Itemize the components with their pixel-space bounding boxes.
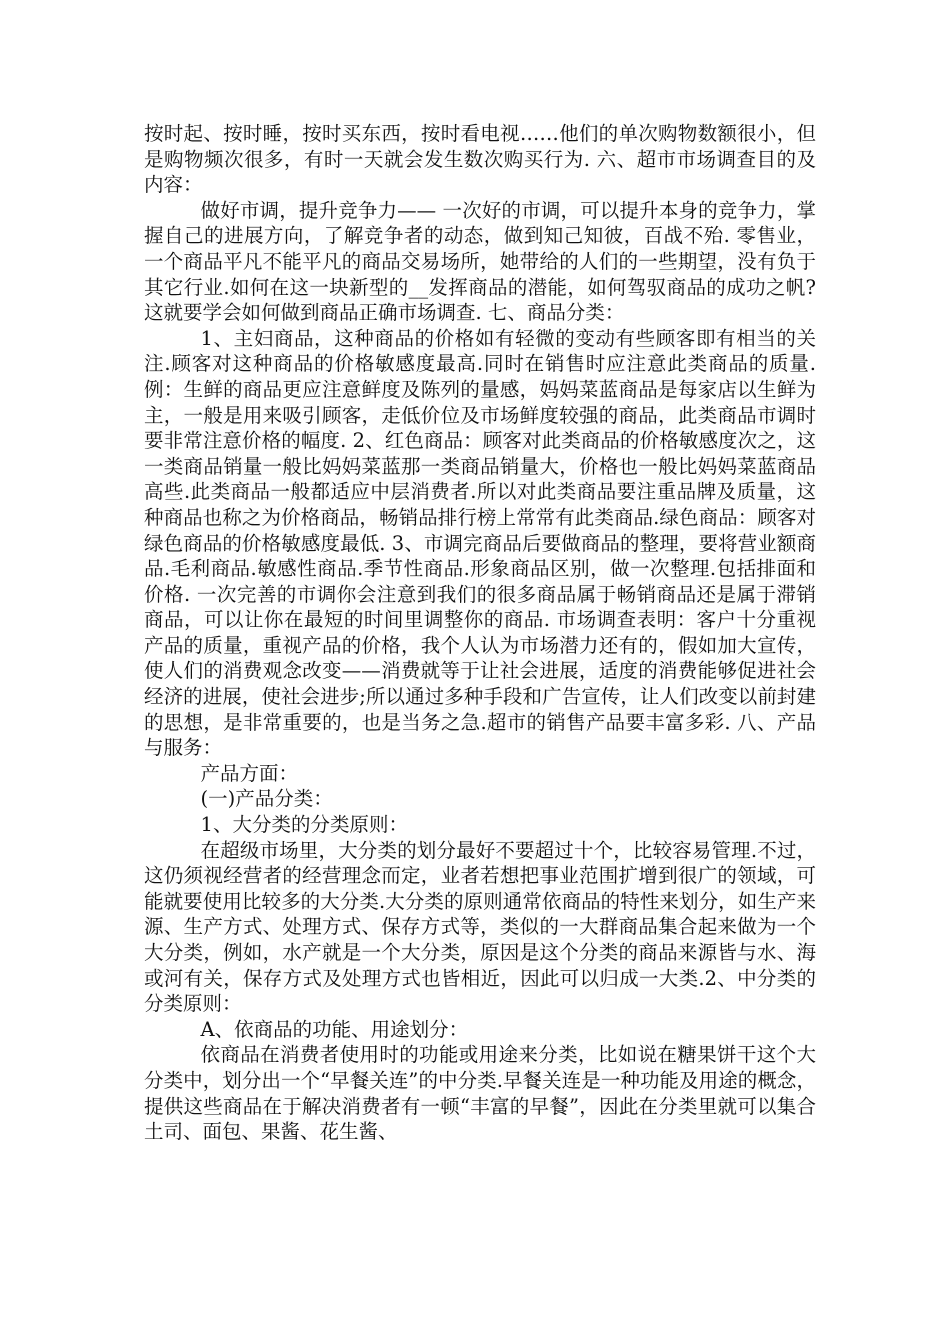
paragraph-2: 做好市调，提升竞争力—— 一次好的市调，可以提升本身的竞争力，掌握自己的进展方向，了解竞争者的动态，做到知己知彼，百战不殆. 零售业，一个商品平凡不能平凡的商品交易场所，她带给的人们的一些期望，没有负于其它行业.如何在这一块新型的__发挥商品的潜能，如何驾驭商品的成功之帆?这就要学会如何做到商品正确市场调查. 七、商品分类： <box>144 198 816 325</box>
paragraph-7: 在超级市场里，大分类的划分最好不要超过十个，比较容易管理.不过，这仍须视经营者的经营理念而定，业者若想把事业范围扩增到很广的领域，可能就要使用比较多的大分类.大分类的原则通常依商品的特性来划分，如生产来源、生产方式、处理方式、保存方式等，类似的一大群商品集合起来做为一个大分类，例如，水产就是一个大分类，原因是这个分类的商品来源皆与水、海或河有关，保存方式及处理方式也皆相近，因此可以归成一大类.2、中分类的分类原则： <box>144 838 816 1016</box>
paragraph-4: 产品方面： <box>200 761 299 785</box>
paragraph-1: 按时起、按时睡，按时买东西，按时看电视……他们的单次购物数额很小，但是购物频次很多，有时一天就会发生数次购买行为. 六、超市市场调查目的及内容： <box>144 122 816 197</box>
document-body <box>144 121 816 1145</box>
paragraph-5: (一)产品分类： <box>200 787 333 811</box>
paragraph-8: A、依商品的功能、用途划分： <box>200 1017 469 1041</box>
paragraph-3: 1、主妇商品，这种商品的价格如有轻微的变动有些顾客即有相当的关注.顾客对这种商品的价格敏感度最高.同时在销售时应注意此类商品的质量.例：生鲜的商品更应注意鲜度及陈列的量感，妈妈菜蓝商品是每家店以生鲜为主，一般是用来吸引顾客，走低价位及市场鲜度较强的商品，此类商品市调时要非常注意价格的幅度. 2、红色商品：顾客对此类商品的价格敏感度次之，这一类商品销量一般比妈妈菜蓝那一类商品销量大，价格也一般比妈妈菜蓝商品高些.此类商品一般都适应中层消费者.所以对此类商品要注重品牌及质量，这种商品也称之为价格商品，畅销品排行榜上常常有此类商品.绿色商品：顾客对绿色商品的价格敏感度最低. 3、市调完商品后要做商品的整理，要将营业额商品.毛利商品.敏感性商品.季节性商品.形象商品区别，做一次整理.包括排面和价格. 一次完善的市调你会注意到我们的很多商品属于畅销商品还是属于滞销商品，可以让你在最短的时间里调整你的商品. 市场调查表明：客户十分重视产品的质量，重视产品的价格，我个人认为市场潜力还有的，假如加大宣传，使人们的消费观念改变——消费就等于让社会进展，适度的消费能够促进社会经济的进展，使社会进步;所以通过多种手段和广告宣传，让人们改变以前封建的思想，是非常重要的，也是当务之急.超市的销售产品要丰富多彩. 八、产品与服务： <box>144 326 816 760</box>
paragraph-6: 1、大分类的分类原则： <box>200 813 408 837</box>
paragraph-9: 依商品在消费者使用时的功能或用途来分类，比如说在糖果饼干这个大分类中，划分出一个“早餐关连”的中分类.早餐关连是一种功能及用途的概念，提供这些商品在于解决消费者有一顿“丰富的早餐”，因此在分类里就可以集合土司、面包、果酱、花生酱、 <box>144 1043 816 1144</box>
